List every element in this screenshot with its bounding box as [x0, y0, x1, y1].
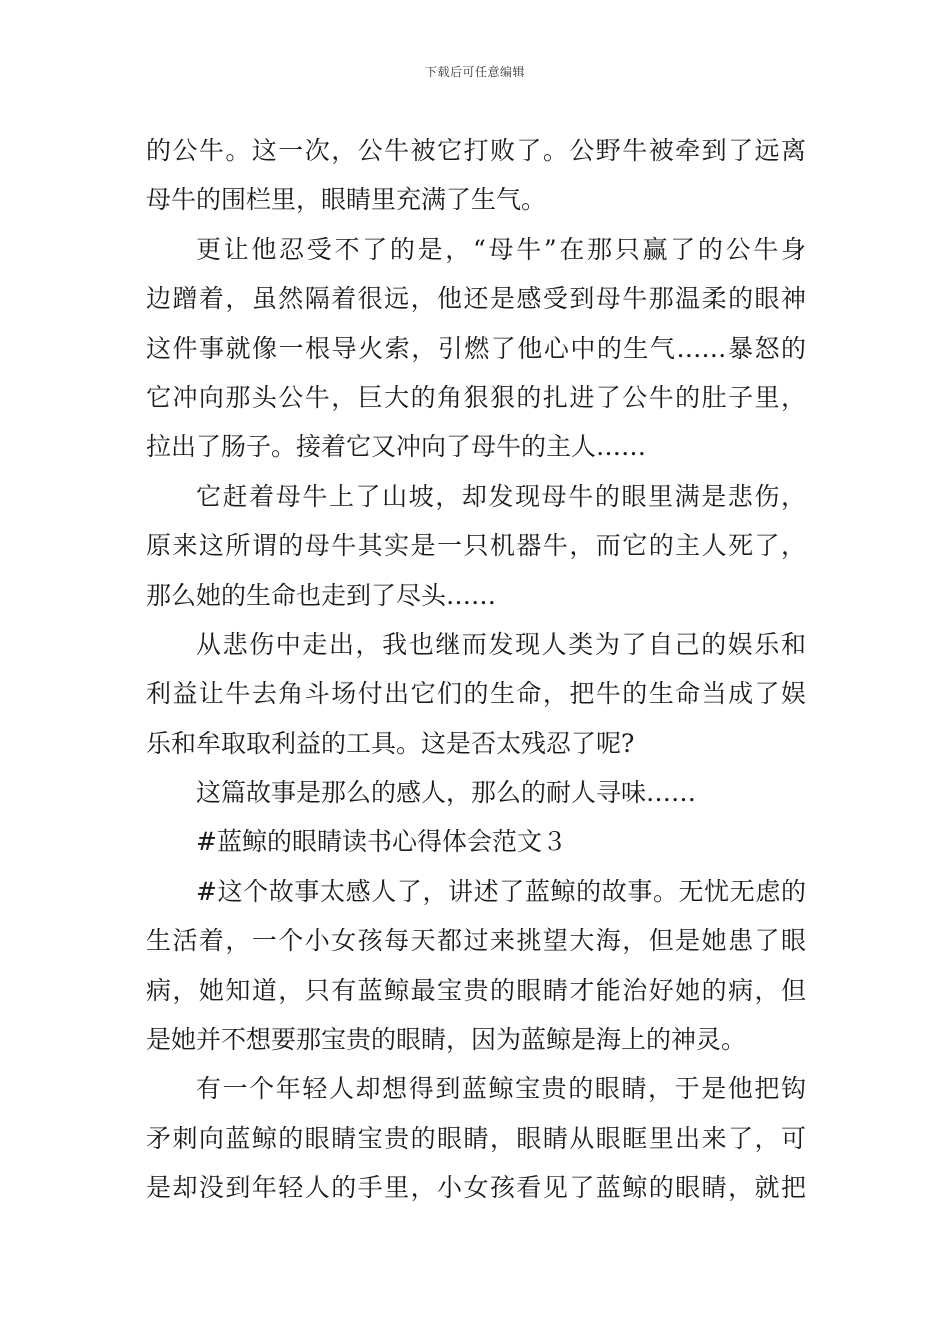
text-line: 它赶着母牛上了山坡，却发现母牛的眼里满是悲伤，: [196, 481, 806, 511]
text-line: 它冲向那头公牛，巨大的角狠狠的扎进了公牛的肚子里，: [146, 382, 806, 412]
text-line: 有一个年轻人却想得到蓝鲸宝贵的眼睛，于是他把钩: [196, 1074, 806, 1104]
text-line: 原来这所谓的母牛其实是一只机器牛，而它的主人死了，: [146, 531, 806, 561]
text-line: 从悲伤中走出，我也继而发现人类为了自己的娱乐和: [196, 629, 806, 659]
text-line: 拉出了肠子。接着它又冲向了母牛的主人……: [146, 432, 647, 462]
text-line: 乐和牟取取利益的工具。这是否太残忍了呢?: [146, 728, 635, 758]
text-line: 的公牛。这一次，公牛被它打败了。公野牛被牵到了远离: [146, 136, 806, 165]
section-heading: #蓝鲸的眼睛读书心得体会范文３: [196, 827, 567, 857]
text-line: 那么她的生命也走到了尽头……: [146, 580, 497, 610]
text-line: 母牛的围栏里，眼睛里充满了生气。: [146, 185, 547, 215]
text-line: 病，她知道，只有蓝鲸最宝贵的眼睛才能治好她的病，但: [146, 975, 806, 1005]
text-line: 利益让牛去角斗场付出它们的生命，把牛的生命当成了娱: [146, 679, 806, 709]
text-line: 更让他忍受不了的是，“母牛”在那只赢了的公牛身: [196, 234, 806, 264]
text-line: 生活着，一个小女孩每天都过来挑望大海，但是她患了眼: [146, 926, 806, 956]
document-body: [146, 126, 806, 1213]
text-line: 这篇故事是那么的感人，那么的耐人寻味……: [196, 778, 697, 808]
text-line: 这件事就像一根导火索，引燃了他心中的生气……暴怒的: [146, 333, 806, 363]
text-line: #这个故事太感人了，讲述了蓝鲸的故事。无忧无虑的: [196, 876, 806, 906]
text-line: 是却没到年轻人的手里，小女孩看见了蓝鲸的眼睛，就把: [146, 1173, 806, 1203]
page-header: 下载后可任意编辑: [424, 65, 525, 79]
text-line: 边蹭着，虽然隔着很远，他还是感受到母牛那温柔的眼神: [146, 284, 806, 314]
text-line: 矛刺向蓝鲸的眼睛宝贵的眼睛，眼睛从眼眶里出来了，可: [146, 1123, 806, 1153]
text-line: 是她并不想要那宝贵的眼睛，因为蓝鲸是海上的神灵。: [146, 1025, 747, 1055]
